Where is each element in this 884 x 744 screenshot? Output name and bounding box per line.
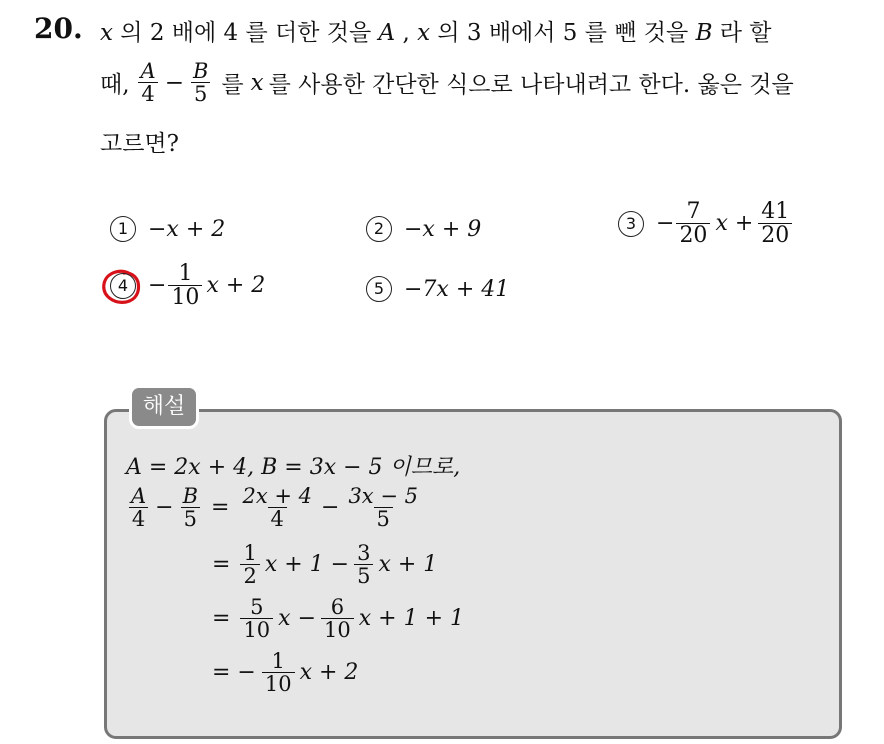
choice-1[interactable]: 1 −x + 2	[110, 216, 225, 242]
solution-line-2: $\frac{A}{4}$ − $\frac{B}{5}$ = $\frac{2x + 4}{4}$ − $\frac{3x - 5}{5}$	[126, 485, 423, 530]
fraction: $\frac{3}{5}$	[354, 542, 373, 587]
question-line-2: 때, $\frac{A}{4}$ − $\frac{B}{5}$ 를 x 를 사용한 간단한 식으로 나타내려고 한다. 옳은 것을	[100, 59, 794, 107]
question-number: 20.	[34, 12, 83, 45]
fraction: $\frac{5}{10}$	[240, 596, 273, 641]
fraction: $\frac{3x - 5}{5}$	[348, 484, 418, 532]
fraction: $\frac{6}{10}$	[321, 596, 354, 641]
choice-2[interactable]: 2 −x + 9	[366, 216, 481, 242]
choice-number-icon: 5	[366, 276, 392, 302]
fraction: $\frac{1}{2}$	[240, 542, 259, 587]
fraction: $\frac{41}{20}$	[758, 200, 792, 247]
fraction: $\frac{1}{10}$	[262, 650, 295, 695]
solution-line-4: = $\frac{5}{10}$ x − $\frac{6}{10}$ x + 1 + 1	[212, 595, 464, 643]
fraction: $\frac{2x + 4}{4}$	[242, 484, 312, 532]
choice-4[interactable]: 4 − $\frac{1}{10}$ x + 2	[110, 262, 265, 309]
fraction-B-over-5: $\frac{B}{5}$	[192, 59, 209, 107]
solution-tab: 해설	[129, 385, 199, 429]
choice-3[interactable]: 3 − $\frac{7}{20}$ x + $\frac{41}{20}$	[618, 200, 794, 247]
fraction: $\frac{B}{5}$	[182, 484, 199, 532]
fraction: $\frac{7}{20}$	[676, 200, 710, 247]
question-line-1: x 의 2 배에 4 를 더한 것을 A , x 의 3 배에서 5 를 뺀 것을 B 라 할	[100, 20, 772, 46]
question-line-3: 고르면?	[100, 131, 179, 157]
choice-number-icon: 2	[366, 216, 392, 242]
solution-line-1: A = 2x + 4, B = 3x − 5 이므로,	[126, 455, 461, 480]
solution-line-5: = − $\frac{1}{10}$ x + 2	[212, 649, 359, 697]
fraction: $\frac{A}{4}$	[128, 485, 149, 530]
choice-number-icon: 1	[110, 216, 136, 242]
choice-5[interactable]: 5 −7x + 41	[366, 276, 509, 302]
fraction-A-over-4: $\frac{A}{4}$	[138, 60, 159, 105]
choice-number-icon: 4	[110, 273, 136, 299]
fraction: $\frac{1}{10}$	[168, 262, 202, 309]
solution-line-3: = $\frac{1}{2}$ x + 1 − $\frac{3}{5}$ x + 1	[212, 541, 438, 589]
choice-number-icon: 3	[618, 211, 644, 237]
